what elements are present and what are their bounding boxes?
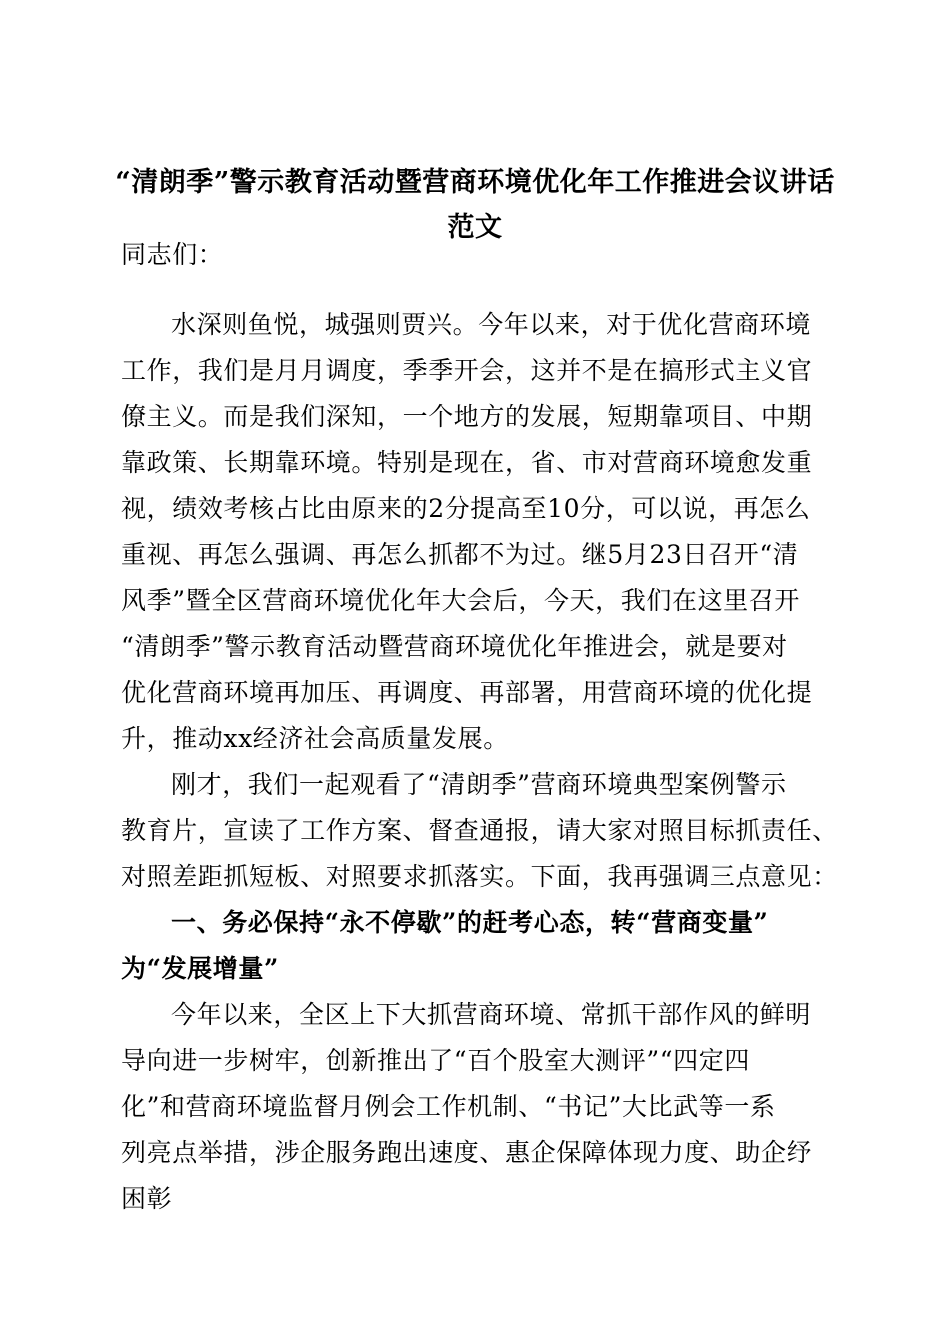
paragraph-line: 靠政策、长期靠环境。特别是现在，省、市对营商环境愈发重 [121, 448, 813, 477]
paragraph-line: 今年以来，全区上下大抓营商环境、常抓干部作风的鲜明 [171, 1000, 812, 1029]
paragraph-line: 对照差距抓短板、对照要求抓落实。下面，我再强调三点意见： [121, 862, 838, 891]
paragraph-line: 教育片，宣读了工作方案、督查通报，请大家对照目标抓责任、 [121, 816, 838, 845]
paragraph-line: 困彰 [121, 1184, 173, 1213]
paragraph-line: 视，绩效考核占比由原来的2分提高至10分，可以说，再怎么 [121, 494, 811, 523]
paragraph-line: 导向进一步树牢，创新推出了“百个股室大测评”“四定四 [121, 1046, 750, 1075]
paragraph-line: 水深则鱼悦，城强则贾兴。今年以来，对于优化营商环境 [171, 310, 812, 339]
section-heading-line: 为“发展增量” [121, 954, 279, 983]
paragraph-line: 工作，我们是月月调度，季季开会，这并不是在搞形式主义官 [121, 356, 813, 385]
paragraph-line: 风季”暨全区营商环境优化年大会后，今天，我们在这里召开 [121, 586, 800, 615]
paragraph-line: 优化营商环境再加压、再调度、再部署，用营商环境的优化提 [121, 678, 813, 707]
greeting: 同志们： [121, 240, 224, 269]
paragraph-line: 僚主义。而是我们深知，一个地方的发展，短期靠项目、中期 [121, 402, 813, 431]
paragraph-line: 重视、再怎么强调、再怎么抓都不为过。继5月23日召开“清 [121, 540, 799, 569]
paragraph-line: 升，推动xx经济社会高质量发展。 [121, 724, 509, 753]
paragraph-line: 化”和营商环境监督月例会工作机制、“书记”大比武等一系 [121, 1092, 776, 1121]
paragraph-line: “清朗季”警示教育活动暨营商环境优化年推进会，就是要对 [121, 632, 788, 661]
paragraph-line: 列亮点举措，涉企服务跑出速度、惠企保障体现力度、助企纾 [121, 1138, 813, 1167]
section-heading-line: 一、务必保持“永不停歇”的赶考心态，转“营商变量” [171, 908, 769, 937]
document-title-line-2: 范文 [447, 212, 503, 243]
paragraph-line: 刚才，我们一起观看了“清朗季”营商环境典型案例警示 [171, 770, 787, 799]
document-title-line-1: “清朗季”警示教育活动暨营商环境优化年工作推进会议讲话 [115, 167, 835, 198]
